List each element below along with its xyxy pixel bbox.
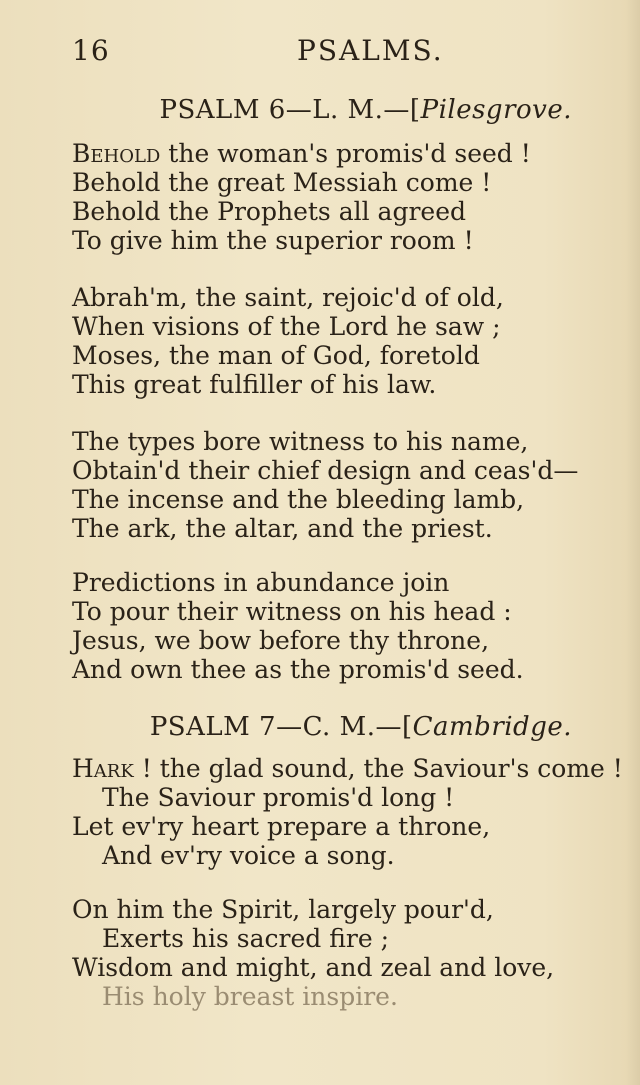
verse-line: The ark, the altar, and the priest. [72,514,493,543]
verse-line: Abrah'm, the saint, rejoic'd of old, [72,283,504,312]
verse-line: The incense and the bleeding lamb, [72,485,525,514]
verse-line: His holy breast inspire. [102,982,398,1011]
verse-line: The types bore witness to his name, [72,427,529,456]
psalm-6-stanza-2 [72,283,632,399]
verse-line: To give him the superior room ! [72,226,474,255]
psalm-7-stanza-1 [72,754,632,870]
psalm-6-title: PSALM 6—L. M.—[ [159,95,421,125]
verse-line: Obtain'd their chief design and ceas'd— [72,456,579,485]
psalm-7-title: PSALM 7—C. M.—[ [149,712,413,742]
verse-line: This great fulfiller of his law. [72,370,437,399]
psalm-6-stanza-3 [72,427,632,543]
verse-line: Let ev'ry heart prepare a throne, [72,812,491,841]
verse-line: The Saviour promis'd long ! [102,783,455,812]
verse-line: Predictions in abundance join [72,568,450,597]
page-number: 16 [72,34,110,67]
verse-line: When visions of the Lord he saw ; [72,312,501,341]
psalm-7-tune: Cambridge. [412,712,572,742]
verse-line: Jesus, we bow before thy throne, [72,626,490,655]
verse-initial-word: Hark [72,754,134,783]
verse-line: On him the Spirit, largely pour'd, [72,895,494,924]
verse-line: Behold the great Messiah come ! [72,168,492,197]
psalm-7-stanza-2 [72,895,632,1011]
verse-line: And ev'ry voice a song. [102,841,395,870]
verse-line: To pour their witness on his head : [72,597,512,626]
verse-line: Hark ! the glad sound, the Saviour's come ! [72,754,623,783]
verse-line: Wisdom and might, and zeal and love, [72,953,555,982]
psalm-7-heading [72,712,572,742]
page-edge-shadow [626,0,640,1085]
verse-line: Behold the woman's promis'd seed ! [72,139,531,168]
psalm-6-heading [72,95,572,125]
verse-initial-word: Behold [72,139,161,168]
verse-line: Moses, the man of God, foretold [72,341,480,370]
psalm-6-stanza-1 [72,139,632,255]
running-header [72,34,444,70]
psalm-6-stanza-4 [72,568,632,684]
running-title: PSALMS. [297,34,444,67]
verse-line: Behold the Prophets all agreed [72,197,466,226]
psalm-6-tune: Pilesgrove. [420,95,572,125]
verse-line: Exerts his sacred fire ; [102,924,390,953]
verse-line: And own thee as the promis'd seed. [72,655,524,684]
